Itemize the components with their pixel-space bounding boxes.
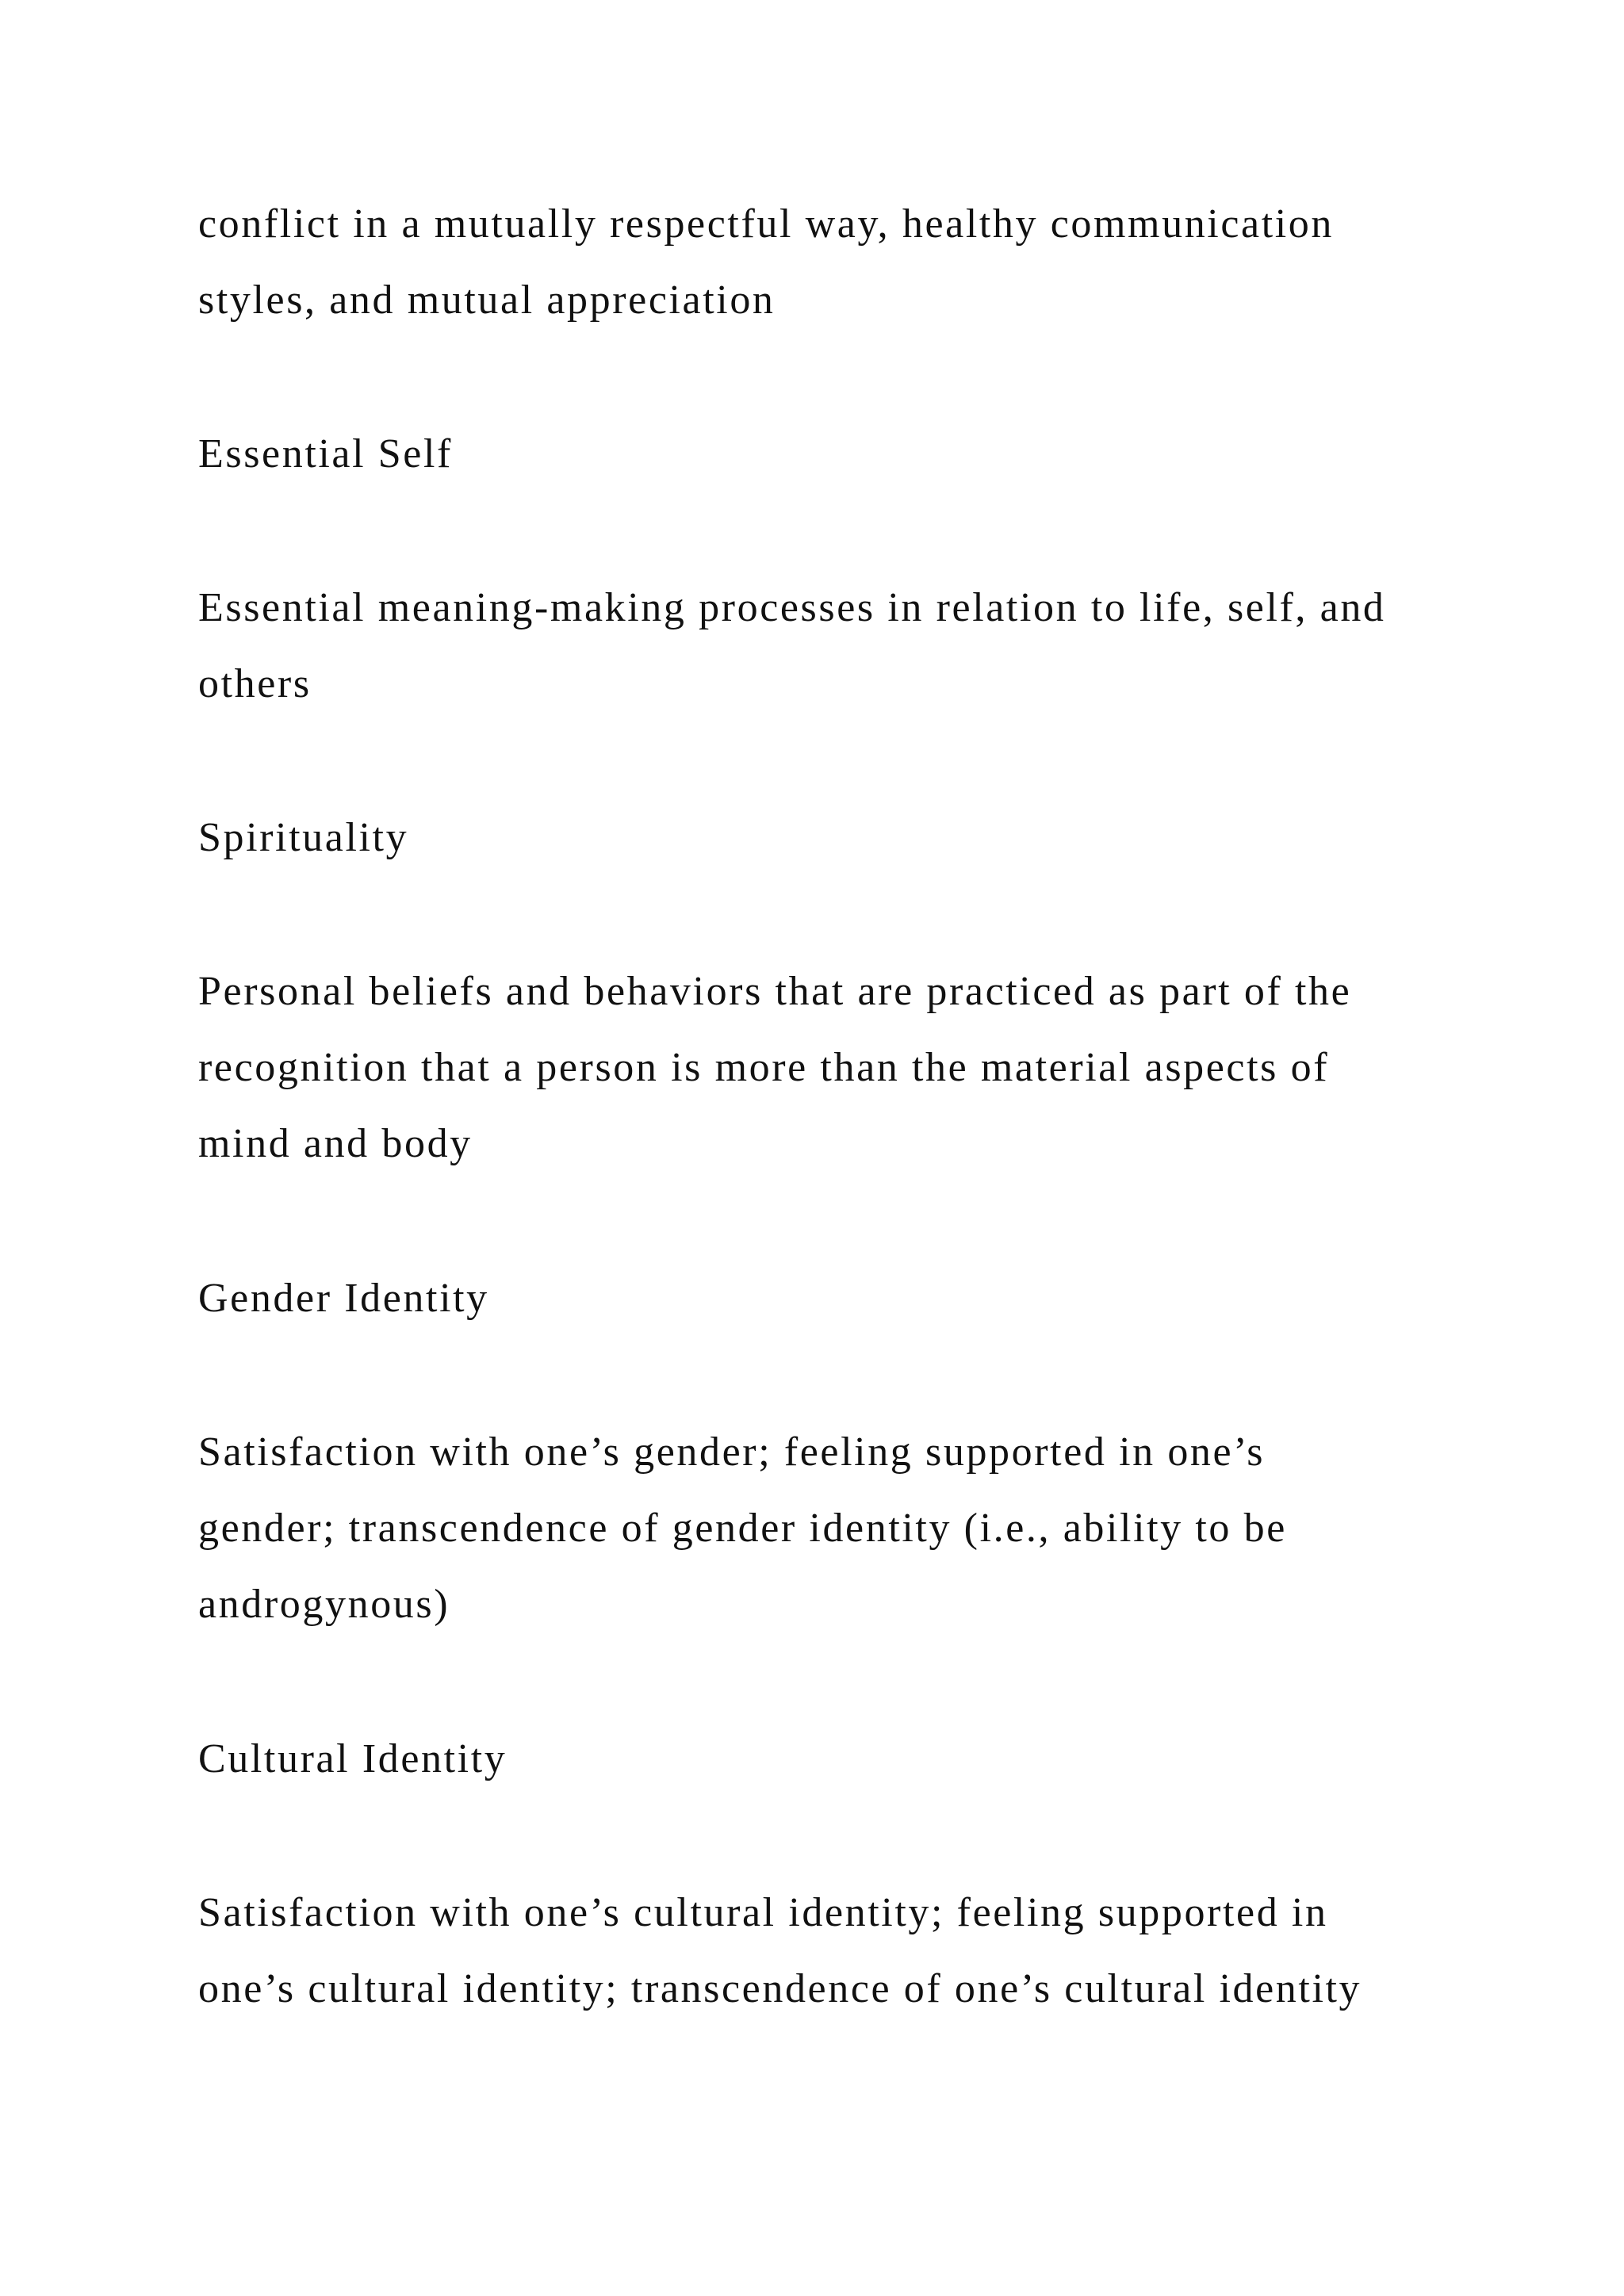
paragraph-gender-identity-description: Satisfaction with one’s gender; feeling supported in one’s gender; transcendence of gender identity (i.e., ability to be androgynous) (198, 1429, 1287, 1627)
heading-cultural-identity: Cultural Identity (198, 1736, 508, 1781)
paragraph-cultural-identity-description: Satisfaction with one’s cultural identity; feeling supported in one’s cultural identity; transcendence of one’s cultural identity (198, 1890, 1362, 2011)
paragraph-essential-self-description: Essential meaning-making processes in relation to life, self, and others (198, 585, 1386, 706)
heading-spirituality: Spirituality (198, 815, 409, 860)
heading-essential-self: Essential Self (198, 431, 453, 476)
paragraph-relationship-description: conflict in a mutually respectful way, healthy communication styles, and mutual appreciation (198, 201, 1335, 323)
paragraph-spirituality-description: Personal beliefs and behaviors that are practiced as part of the recognition that a person is more than the material aspects of mind and body (198, 969, 1352, 1166)
heading-gender-identity: Gender Identity (198, 1276, 489, 1321)
